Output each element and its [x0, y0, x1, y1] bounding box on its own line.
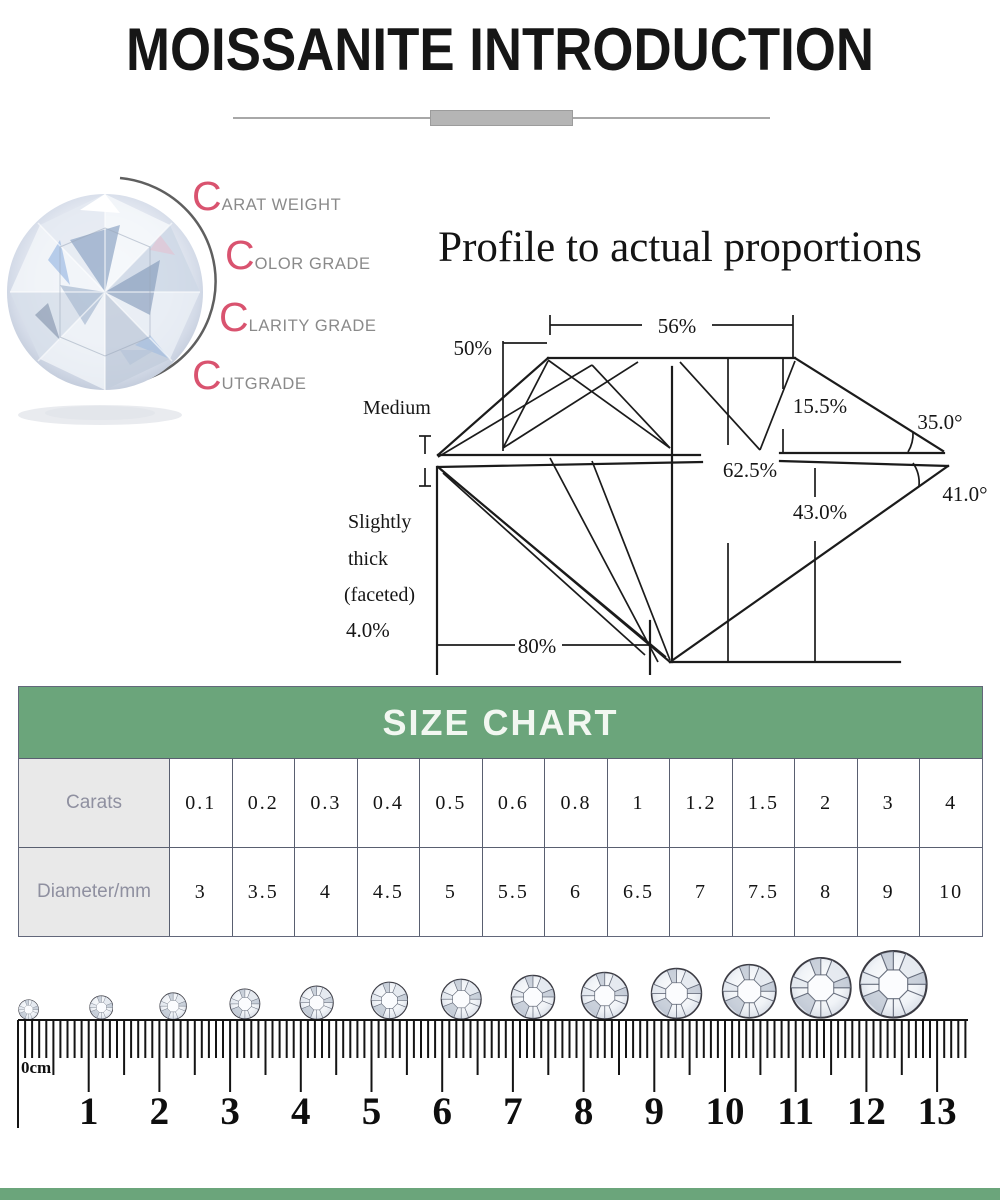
ruler-cm-number: 7	[503, 1090, 523, 1133]
bottom-green-bar	[0, 1188, 1000, 1200]
ruler-cm-number: 10	[705, 1090, 745, 1133]
dim-pavilion-depth: 43.0%	[792, 500, 848, 524]
ruler-cm-number: 1	[78, 1090, 99, 1133]
divider-bar	[430, 110, 573, 126]
size-chart-cell: 5.5	[483, 848, 546, 936]
ruler-cm-number: 3	[220, 1090, 240, 1133]
size-chart-title: SIZE CHART	[382, 701, 619, 743]
ruler-cm-number: 8	[573, 1090, 594, 1133]
profile-title: Profile to actual proportions	[438, 224, 922, 271]
size-chart-cell: 3	[858, 759, 921, 847]
color-initial: C	[225, 232, 255, 278]
size-chart-cell: 0.5	[420, 759, 483, 847]
size-chart-cell: 8	[795, 848, 858, 936]
ruler-cm-number: 2	[149, 1090, 170, 1133]
size-chart-cell: 4	[295, 848, 358, 936]
size-chart-row-label: Diameter/mm	[19, 848, 170, 936]
ruler-cm-number: 13	[917, 1090, 957, 1133]
size-chart-cell: 1	[608, 759, 671, 847]
size-chart-row	[19, 758, 982, 847]
clarity-initial: C	[219, 294, 249, 340]
size-chart-cell: 5	[420, 848, 483, 936]
diamond-proportions-diagram	[340, 305, 1000, 675]
girdle-desc-1: Slightly	[348, 511, 412, 533]
ruler-cm-number: 9	[644, 1090, 665, 1133]
size-chart-cell: 1.5	[733, 759, 796, 847]
dim-lower-girdle: 80%	[517, 634, 557, 658]
size-chart-cell: 9	[858, 848, 921, 936]
size-chart-banner	[19, 687, 982, 758]
ruler-zero-label: 0cm	[21, 1058, 52, 1077]
dim-pavilion-angle: 41.0°	[942, 482, 988, 506]
label-cut-grade: CUTGRADE	[192, 352, 307, 398]
dim-girdle-pct: 4.0%	[346, 618, 390, 642]
ruler-cm-number: 11	[777, 1090, 815, 1133]
dim-total-depth: 62.5%	[722, 458, 778, 482]
dim-crown-height: 15.5%	[792, 394, 848, 418]
size-chart-row-label: Carats	[19, 759, 170, 847]
size-chart-cell: 7	[670, 848, 733, 936]
size-chart-cell: 0.1	[170, 759, 233, 847]
size-chart-cell: 3.5	[233, 848, 296, 936]
size-chart-cell: 6.5	[608, 848, 671, 936]
ruler-cm-number: 12	[846, 1090, 886, 1133]
cut-initial: C	[192, 352, 222, 398]
dim-girdle-thickness: Medium	[363, 397, 431, 419]
size-chart-cell: 0.6	[483, 759, 546, 847]
size-chart-cell: 4	[920, 759, 982, 847]
dim-star-facet: 50%	[453, 336, 492, 360]
size-chart-row	[19, 847, 982, 936]
size-chart-cell: 3	[170, 848, 233, 936]
label-color-grade: COLOR GRADE	[225, 232, 371, 278]
dim-crown-angle: 35.0°	[917, 410, 963, 434]
size-chart-cell: 7.5	[733, 848, 796, 936]
size-chart-cell: 2	[795, 759, 858, 847]
size-chart-cell: 0.8	[545, 759, 608, 847]
size-chart-cell: 0.2	[233, 759, 296, 847]
size-chart-cell: 6	[545, 848, 608, 936]
size-chart-cell: 0.4	[358, 759, 421, 847]
girdle-desc-2: thick	[348, 548, 388, 570]
ruler-cm-number: 5	[361, 1090, 382, 1133]
size-chart	[18, 686, 983, 937]
page-title: MOISSANITE INTRODUCTION	[126, 16, 874, 83]
size-chart-cell: 10	[920, 848, 982, 936]
size-chart-cell: 4.5	[358, 848, 421, 936]
size-chart-cell: 1.2	[670, 759, 733, 847]
size-chart-table	[19, 758, 982, 936]
label-clarity-grade: CLARITY GRADE	[219, 294, 377, 340]
ruler-cm-number: 4	[291, 1090, 311, 1133]
carat-initial: C	[192, 173, 222, 219]
label-carat-weight: CARAT WEIGHT	[192, 173, 342, 219]
girdle-desc-3: (faceted)	[344, 584, 416, 606]
dim-table-width: 56%	[657, 314, 697, 338]
ruler-cm-number: 6	[432, 1090, 452, 1133]
size-chart-cell: 0.3	[295, 759, 358, 847]
